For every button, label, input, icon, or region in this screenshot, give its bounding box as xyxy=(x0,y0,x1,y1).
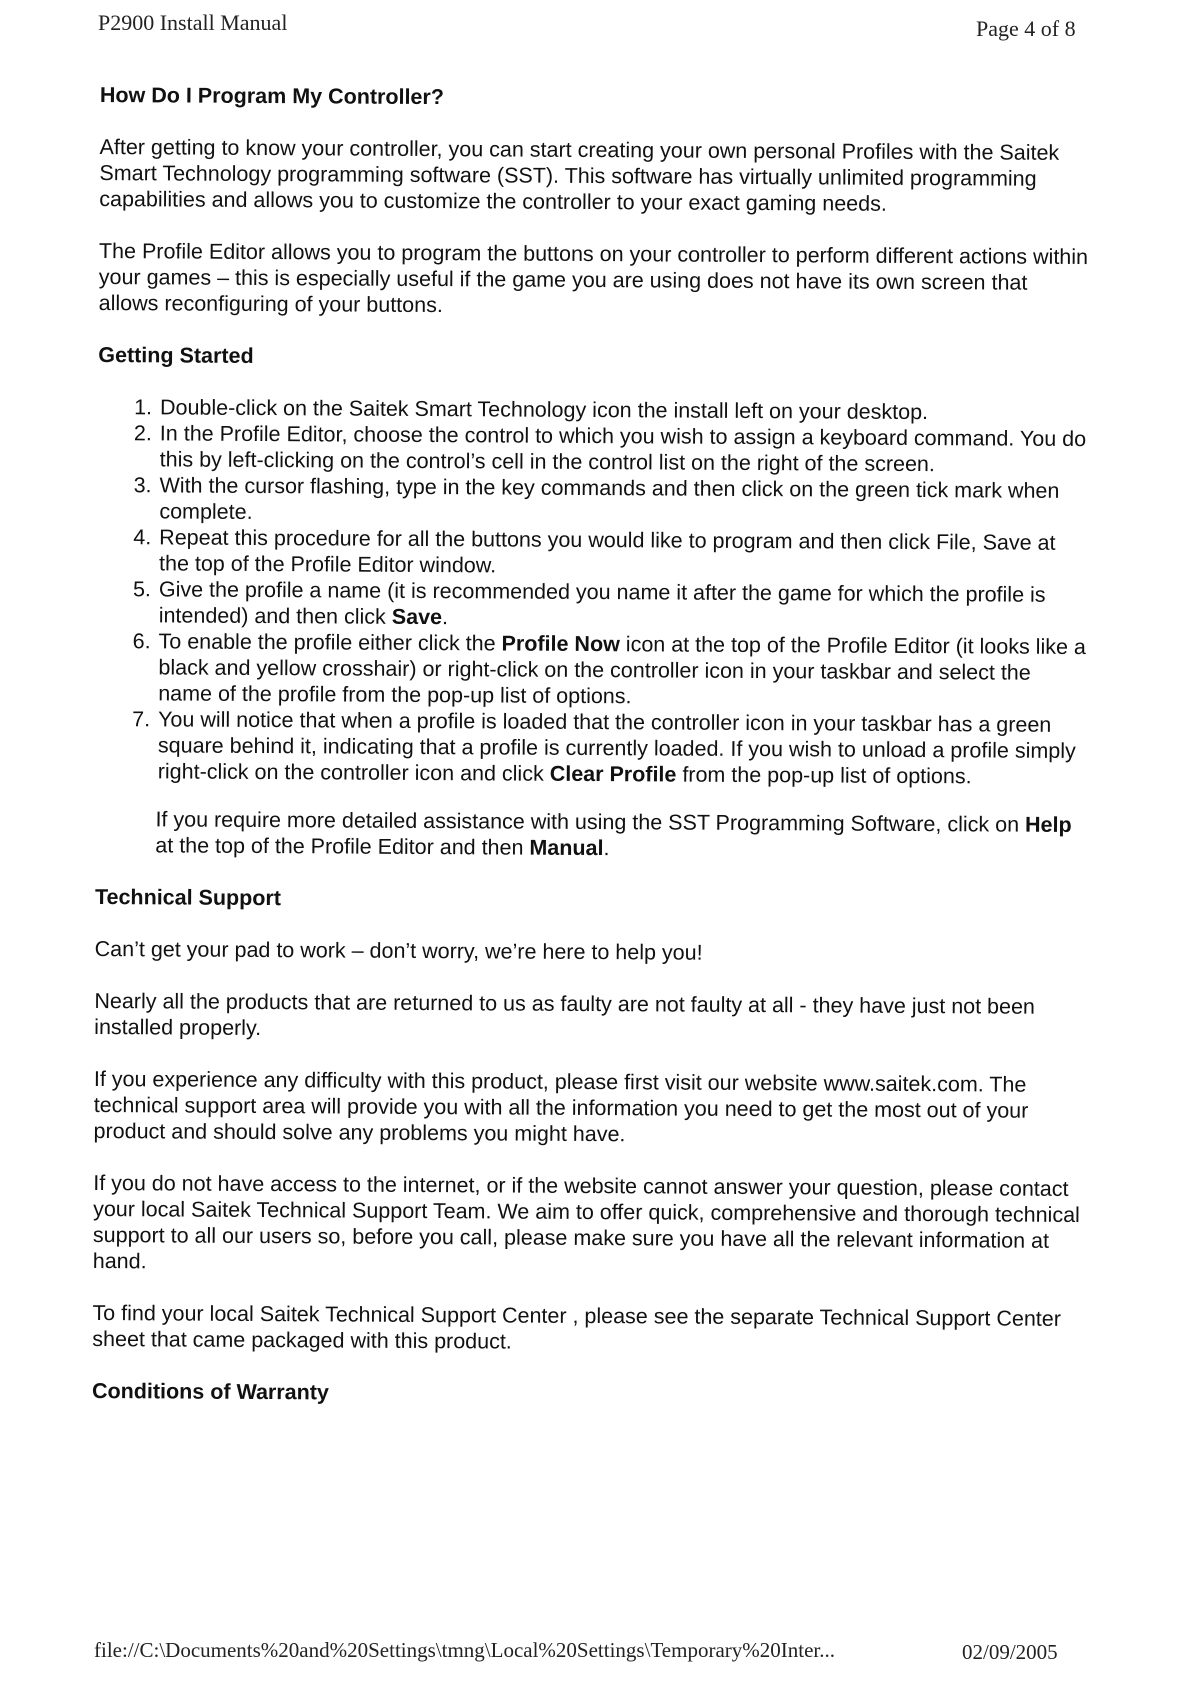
paragraph: Nearly all the products that are returned to us as faulty are not faulty at all - they have just not been installed properly. xyxy=(94,988,1036,1041)
list-item: 2. In the Profile Editor, choose the control to which you wish to assign a keyboard command. You do this by left-clicking on the control’s cell in the control list on the right of the screen. xyxy=(158,420,1088,478)
paragraph: To find your local Saitek Technical Support Center , please see the separate Technical Support Center sheet that came packaged with this product. xyxy=(92,1300,1062,1354)
paragraph: If you do not have access to the internet, or if the website cannot answer your question, please contact your local Saitek Technical Support Team. We aim to offer quick, comprehensive and thorough technical support to all our users so, before you call, please make sure you have all the relevant information at hand. xyxy=(92,1170,1080,1274)
footer-file-path: file://C:\Documents%20and%20Settings\tmng\Local%20Settings\Temporary%20Inter... xyxy=(94,1638,835,1662)
heading-program-controller: How Do I Program My Controller? xyxy=(99,82,445,110)
heading-conditions-of-warranty: Conditions of Warranty xyxy=(91,1378,329,1405)
list-item: 4. Repeat this procedure for all the buttons you would like to program and then click File, Save at the top of the Profile Editor window. xyxy=(157,524,1087,582)
paragraph: The Profile Editor allows you to program the buttons on your controller to perform different actions within your games – this is especially useful if the game you are using does not have its own screen that allows reconfiguring of your buttons. xyxy=(98,238,1089,318)
heading-getting-started: Getting Started xyxy=(98,342,254,368)
paragraph: After getting to know your controller, you can start creating your own personal Profiles with the Saitek Smart Technology programming software (SST). This software has virtually unlimited programming capabilities and allows you to customize the controller to your exact gaming needs. xyxy=(99,134,1060,216)
page-number: Page 4 of 8 xyxy=(976,16,1076,41)
list-item: 7. You will notice that when a profile is loaded that the controller icon in your taskbar has a green square behind it, indicating that a profile is currently loaded. If you wish to unload a profile simply right-click on the controller icon and click Clear Profile from the pop-up list of options. xyxy=(156,706,1086,790)
document-title: P2900 Install Manual xyxy=(98,10,288,35)
help-note: If you require more detailed assistance with using the SST Programming Software, click on Help at the top of the Profile Editor and then Manual. xyxy=(155,807,1072,861)
list-item: 6. To enable the profile either click the Profile Now icon at the top of the Profile Editor (it looks like a black and yellow crosshair) or right-click on the controller icon in your taskbar and select the name of the profile from the pop-up list of options. xyxy=(156,628,1086,712)
steps-list xyxy=(96,394,1088,790)
heading-technical-support: Technical Support xyxy=(94,884,282,911)
paragraph: Can’t get your pad to work – don’t worry, we’re here to help you! xyxy=(94,936,703,965)
page-content xyxy=(92,82,1090,1410)
list-item: 5. Give the profile a name (it is recommended you name it after the game for which the profile is intended) and then click Save. xyxy=(157,576,1087,634)
footer-date: 02/09/2005 xyxy=(962,1640,1058,1664)
paragraph: If you experience any difficulty with this product, please first visit our website www.saitek.com. The technical support area will provide you with all the information you need to get the most out of your product and should solve any problems you might have. xyxy=(93,1066,1029,1147)
list-item: 3. With the cursor flashing, type in the key commands and then click on the green tick mark when complete. xyxy=(157,472,1087,530)
list-item: 1. Double-click on the Saitek Smart Technology icon the install left on your desktop. xyxy=(158,394,1088,426)
